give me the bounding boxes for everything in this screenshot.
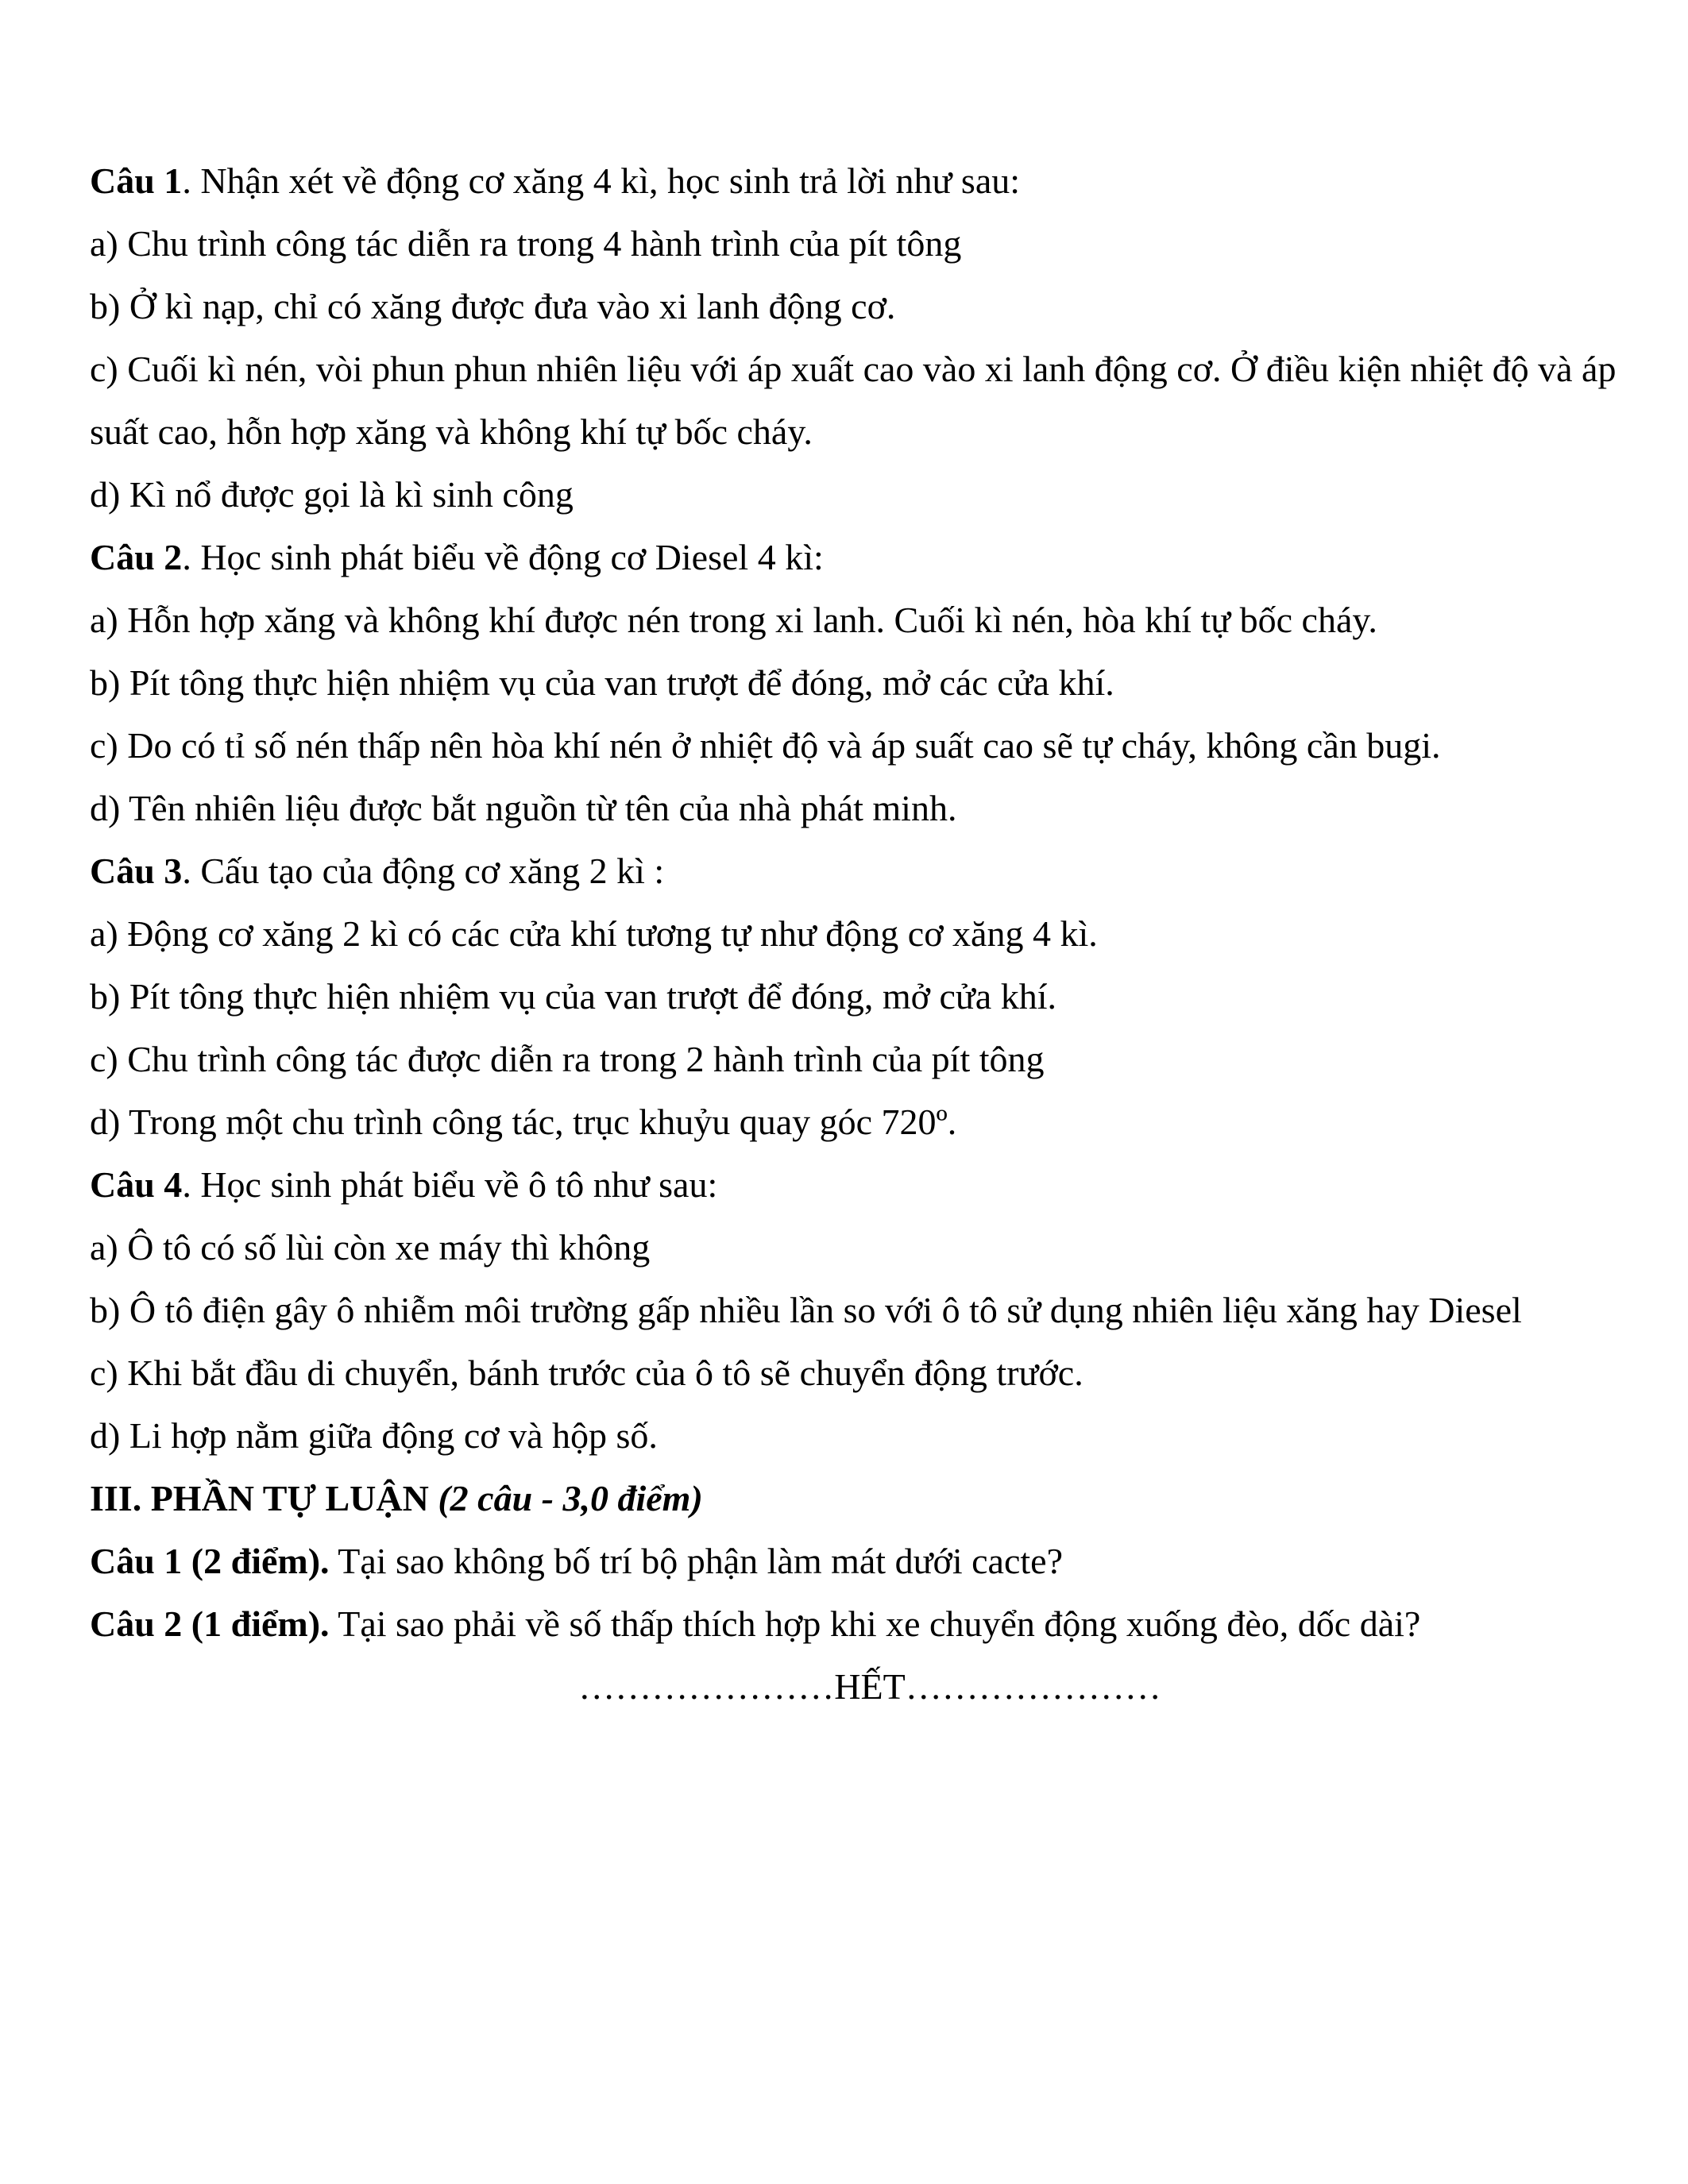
question-3-option-d: d) Trong một chu trình công tác, trục khuỷu quay góc 720º.: [90, 1102, 957, 1142]
essay-question-1: [90, 1530, 1650, 1592]
question-4-heading: [90, 1153, 1650, 1216]
question-3-intro: . Cấu tạo của động cơ xăng 2 kì :: [182, 851, 665, 891]
question-4-label: Câu 4: [90, 1164, 183, 1205]
question-1-heading: [90, 149, 1650, 212]
question-2-option-a: a) Hỗn hợp xăng và không khí được nén trong xi lanh. Cuối kì nén, hòa khí tự bốc cháy.: [90, 600, 1377, 640]
question-1-option-c: c) Cuối kì nén, vòi phun phun nhiên liệu với áp xuất cao vào xi lanh động cơ. Ở điều kiện nhiệt độ và áp suất cao, hỗn hợp xăng và không khí tự bốc cháy.: [90, 349, 1617, 452]
question-1-option-a: a) Chu trình công tác diễn ra trong 4 hành trình của pít tông: [90, 223, 962, 264]
question-2-label: Câu 2: [90, 537, 183, 577]
question-3-heading: [90, 839, 1650, 902]
question-3-option-c: c) Chu trình công tác được diễn ra trong 2 hành trình của pít tông: [90, 1039, 1045, 1079]
question-2-option-d: d) Tên nhiên liệu được bắt nguồn từ tên của nhà phát minh.: [90, 788, 957, 828]
question-1-intro: . Nhận xét về động cơ xăng 4 kì, học sinh trả lời như sau:: [182, 160, 1021, 201]
question-1-option-b: b) Ở kì nạp, chỉ có xăng được đưa vào xi lanh động cơ.: [90, 286, 896, 326]
essay-section-title: III. PHẦN TỰ LUẬN: [90, 1478, 429, 1518]
question-3-label: Câu 3: [90, 851, 183, 891]
question-3-option-b: b) Pít tông thực hiện nhiệm vụ của van trượt để đóng, mở cửa khí.: [90, 976, 1057, 1017]
essay-section-heading: [90, 1467, 1650, 1530]
question-2-intro: . Học sinh phát biểu về động cơ Diesel 4 kì:: [182, 537, 824, 577]
essay-question-2-label: Câu 2 (1 điểm).: [90, 1603, 330, 1644]
question-1-option-d: d) Kì nổ được gọi là kì sinh công: [90, 474, 574, 515]
question-2-heading: [90, 526, 1650, 588]
question-2-option-c: c) Do có tỉ số nén thấp nên hòa khí nén ở nhiệt độ và áp suất cao sẽ tự cháy, không cần bugi.: [90, 725, 1441, 766]
essay-question-2: [90, 1592, 1650, 1655]
question-4-intro: . Học sinh phát biểu về ô tô như sau:: [182, 1164, 718, 1205]
end-marker: …………………HẾT…………………: [578, 1666, 1161, 1707]
question-1-label: Câu 1: [90, 160, 183, 201]
question-3-option-a: a) Động cơ xăng 2 kì có các cửa khí tương tự như động cơ xăng 4 kì.: [90, 913, 1098, 954]
question-4-option-a: a) Ô tô có số lùi còn xe máy thì không: [90, 1227, 651, 1268]
question-4-option-d: d) Li hợp nằm giữa động cơ và hộp số.: [90, 1415, 658, 1456]
essay-question-1-label: Câu 1 (2 điểm).: [90, 1541, 330, 1581]
essay-question-1-text: Tại sao không bố trí bộ phận làm mát dưới cacte?: [329, 1541, 1063, 1581]
essay-section-subtitle: (2 câu - 3,0 điểm): [428, 1478, 703, 1518]
question-4-option-c: c) Khi bắt đầu di chuyển, bánh trước của ô tô sẽ chuyển động trước.: [90, 1352, 1083, 1393]
essay-question-2-text: Tại sao phải về số thấp thích hợp khi xe chuyển động xuống đèo, dốc dài?: [329, 1603, 1421, 1644]
question-4-option-b: b) Ô tô điện gây ô nhiễm môi trường gấp nhiều lần so với ô tô sử dụng nhiên liệu xăng hay Diesel: [90, 1290, 1522, 1330]
question-2-option-b: b) Pít tông thực hiện nhiệm vụ của van trượt để đóng, mở các cửa khí.: [90, 662, 1114, 703]
